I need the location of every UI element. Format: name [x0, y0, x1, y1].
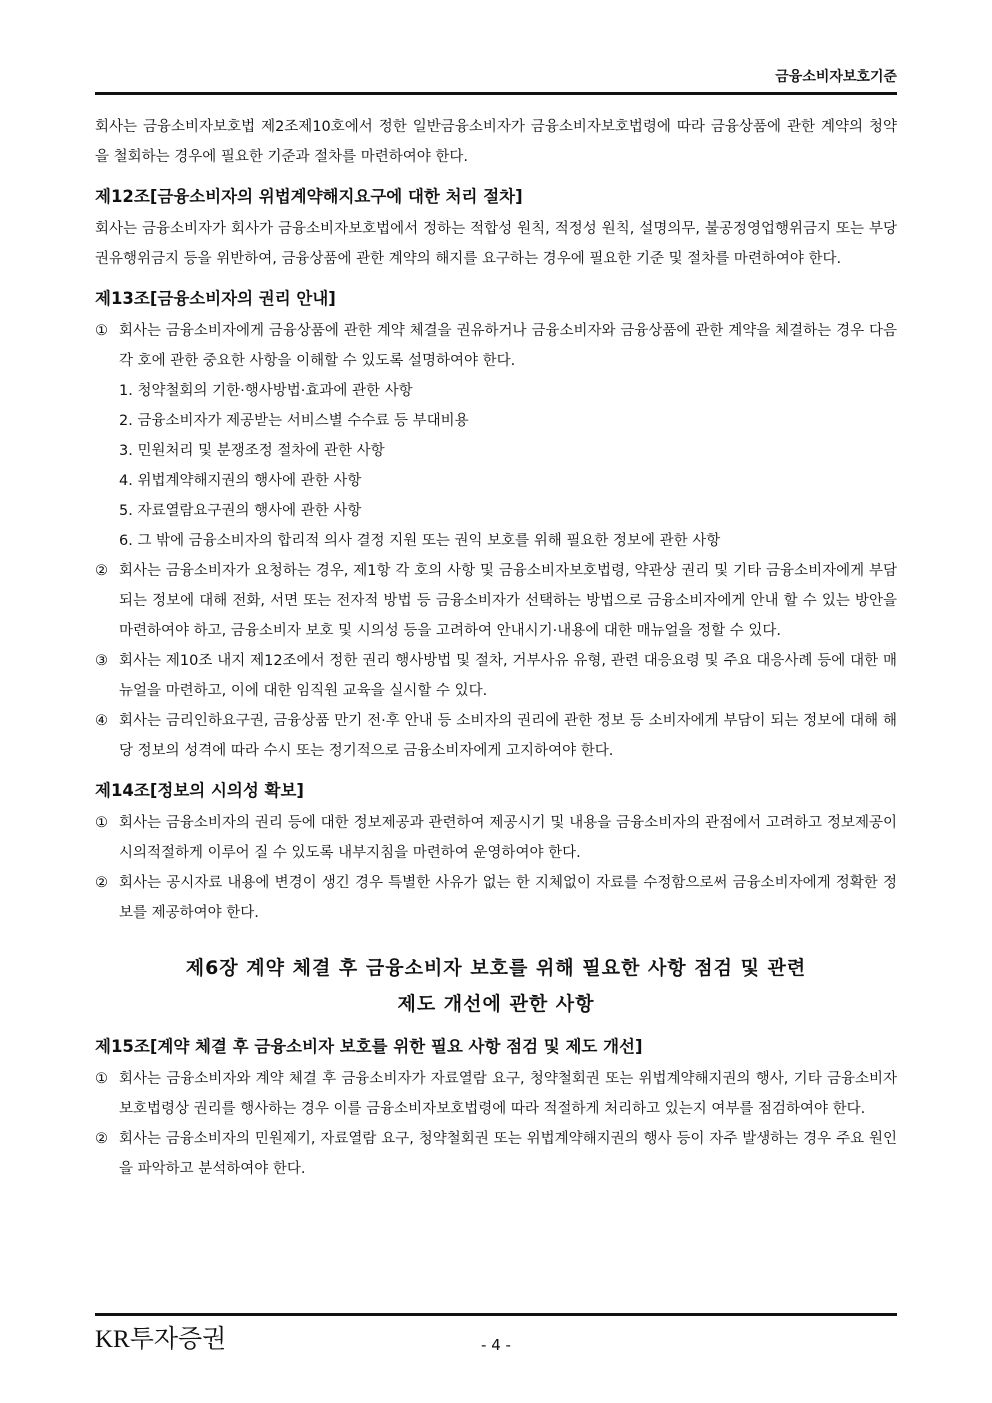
clause-text: 회사는 금융소비자에게 금융상품에 관한 계약 체결을 권유하거나 금융소비자와 금융상품에 관한 계약을 체결하는 경우 다음 각 호에 관한 중요한 사항을 이해할 수 있도록 설명하여야 한다.: [119, 323, 897, 369]
page-number: - 4 -: [481, 1336, 511, 1354]
article-13-clause-3: [95, 646, 897, 706]
clause-number: ①: [95, 1071, 108, 1087]
clause-number: ④: [95, 713, 108, 729]
article-13-clause-1: [95, 316, 897, 376]
company-logo: KR투자증권: [95, 1326, 227, 1353]
article-14-title: 제14조[정보의 시의성 확보]: [95, 781, 304, 800]
article-14-clause-1: [95, 808, 897, 868]
clause-number: ①: [95, 323, 108, 339]
chapter-6-heading: [95, 950, 897, 1022]
footer-divider: [95, 1313, 897, 1316]
article-15-title: 제15조[계약 체결 후 금융소비자 보호를 위한 필요 사항 점검 및 제도 개선]: [95, 1037, 643, 1056]
article-13-subitem-3: 3. 민원처리 및 분쟁조정 절차에 관한 사항: [119, 443, 385, 459]
clause-number: ③: [95, 653, 108, 669]
article-13-title: 제13조[금융소비자의 권리 안내]: [95, 289, 336, 308]
article-13-subitem-1: 1. 청약철회의 기한·행사방법·효과에 관한 사항: [119, 383, 413, 399]
article-14-clause-2: [95, 868, 897, 928]
clause-number: ②: [95, 1131, 108, 1147]
article-15-clause-1: [95, 1064, 897, 1124]
header-divider: [95, 92, 897, 95]
article-13-subitem-2: 2. 금융소비자가 제공받는 서비스별 수수료 등 부대비용: [119, 413, 469, 429]
article-12-title: 제12조[금융소비자의 위법계약해지요구에 대한 처리 절차]: [95, 187, 523, 206]
clause-number: ②: [95, 563, 108, 579]
intro-paragraph: 회사는 금융소비자보호법 제2조제10호에서 정한 일반금융소비자가 금융소비자보호법령에 따라 금융상품에 관한 계약의 청약을 철회하는 경우에 필요한 기준과 절차를 마련하여야 한다.: [95, 119, 897, 165]
clause-text: 회사는 제10조 내지 제12조에서 정한 권리 행사방법 및 절차, 거부사유 유형, 관련 대응요령 및 주요 대응사례 등에 대한 매뉴얼을 마련하고, 이에 대한 임직원 교육을 실시할 수 있다.: [119, 653, 897, 699]
article-13-subitem-6: 6. 그 밖에 금융소비자의 합리적 의사 결정 지원 또는 권익 보호를 위해 필요한 정보에 관한 사항: [119, 533, 721, 549]
chapter-6-heading-line-2: 제도 개선에 관한 사항: [397, 993, 595, 1015]
chapter-6-heading-line-1: 제6장 계약 체결 후 금융소비자 보호를 위해 필요한 사항 점검 및 관련: [185, 957, 807, 979]
running-header-title: 금융소비자보호기준: [775, 69, 897, 85]
article-13-subitem-4: 4. 위법계약해지권의 행사에 관한 사항: [119, 473, 362, 489]
clause-text: 회사는 금융소비자와 계약 체결 후 금융소비자가 자료열람 요구, 청약철회권 또는 위법계약해지권의 행사, 기타 금융소비자보호법령상 권리를 행사하는 경우 이를 금융소비자보호법령에 따라 적절하게 처리하고 있는지 여부를 점검하여야 한다.: [119, 1071, 897, 1117]
article-15-clause-2: [95, 1124, 897, 1184]
article-13-clause-4: [95, 706, 897, 766]
clause-text: 회사는 금리인하요구권, 금융상품 만기 전·후 안내 등 소비자의 권리에 관한 정보 등 소비자에게 부담이 되는 정보에 대해 해당 정보의 성격에 따라 수시 또는 정기적으로 금융소비자에게 고지하여야 한다.: [119, 713, 897, 759]
clause-text: 회사는 금융소비자의 권리 등에 대한 정보제공과 관련하여 제공시기 및 내용을 금융소비자의 관점에서 고려하고 정보제공이 시의적절하게 이루어 질 수 있도록 내부지침을 마련하여 운영하여야 한다.: [119, 815, 897, 861]
clause-number: ②: [95, 875, 108, 891]
article-12-text: 회사는 금융소비자가 회사가 금융소비자보호법에서 정하는 적합성 원칙, 적정성 원칙, 설명의무, 불공정영업행위금지 또는 부당권유행위금지 등을 위반하여, 금융상품에 관한 계약의 해지를 요구하는 경우에 필요한 기준 및 절차를 마련하여야 한다.: [95, 221, 897, 267]
clause-text: 회사는 공시자료 내용에 변경이 생긴 경우 특별한 사유가 없는 한 지체없이 자료를 수정함으로써 금융소비자에게 정확한 정보를 제공하여야 한다.: [119, 875, 897, 921]
article-13-clause-2: [95, 556, 897, 646]
document-body: [95, 112, 897, 1184]
clause-text: 회사는 금융소비자가 요청하는 경우, 제1항 각 호의 사항 및 금융소비자보호법령, 약관상 권리 및 기타 금융소비자에게 부담되는 정보에 대해 전화, 서면 또는 전자적 방법 등 금융소비자가 선택하는 방법으로 금융소비자에게 안내 할 수 있는 방안을 마련하여야 하고, 금융소비자 보호 및 시의성 등을 고려하여 안내시기·내용에 대한 매뉴얼을 정할 수 있다.: [119, 563, 897, 639]
article-13-subitem-5: 5. 자료열람요구권의 행사에 관한 사항: [119, 503, 362, 519]
clause-text: 회사는 금융소비자의 민원제기, 자료열람 요구, 청약철회권 또는 위법계약해지권의 행사 등이 자주 발생하는 경우 주요 원인을 파악하고 분석하여야 한다.: [119, 1131, 897, 1177]
clause-number: ①: [95, 815, 108, 831]
